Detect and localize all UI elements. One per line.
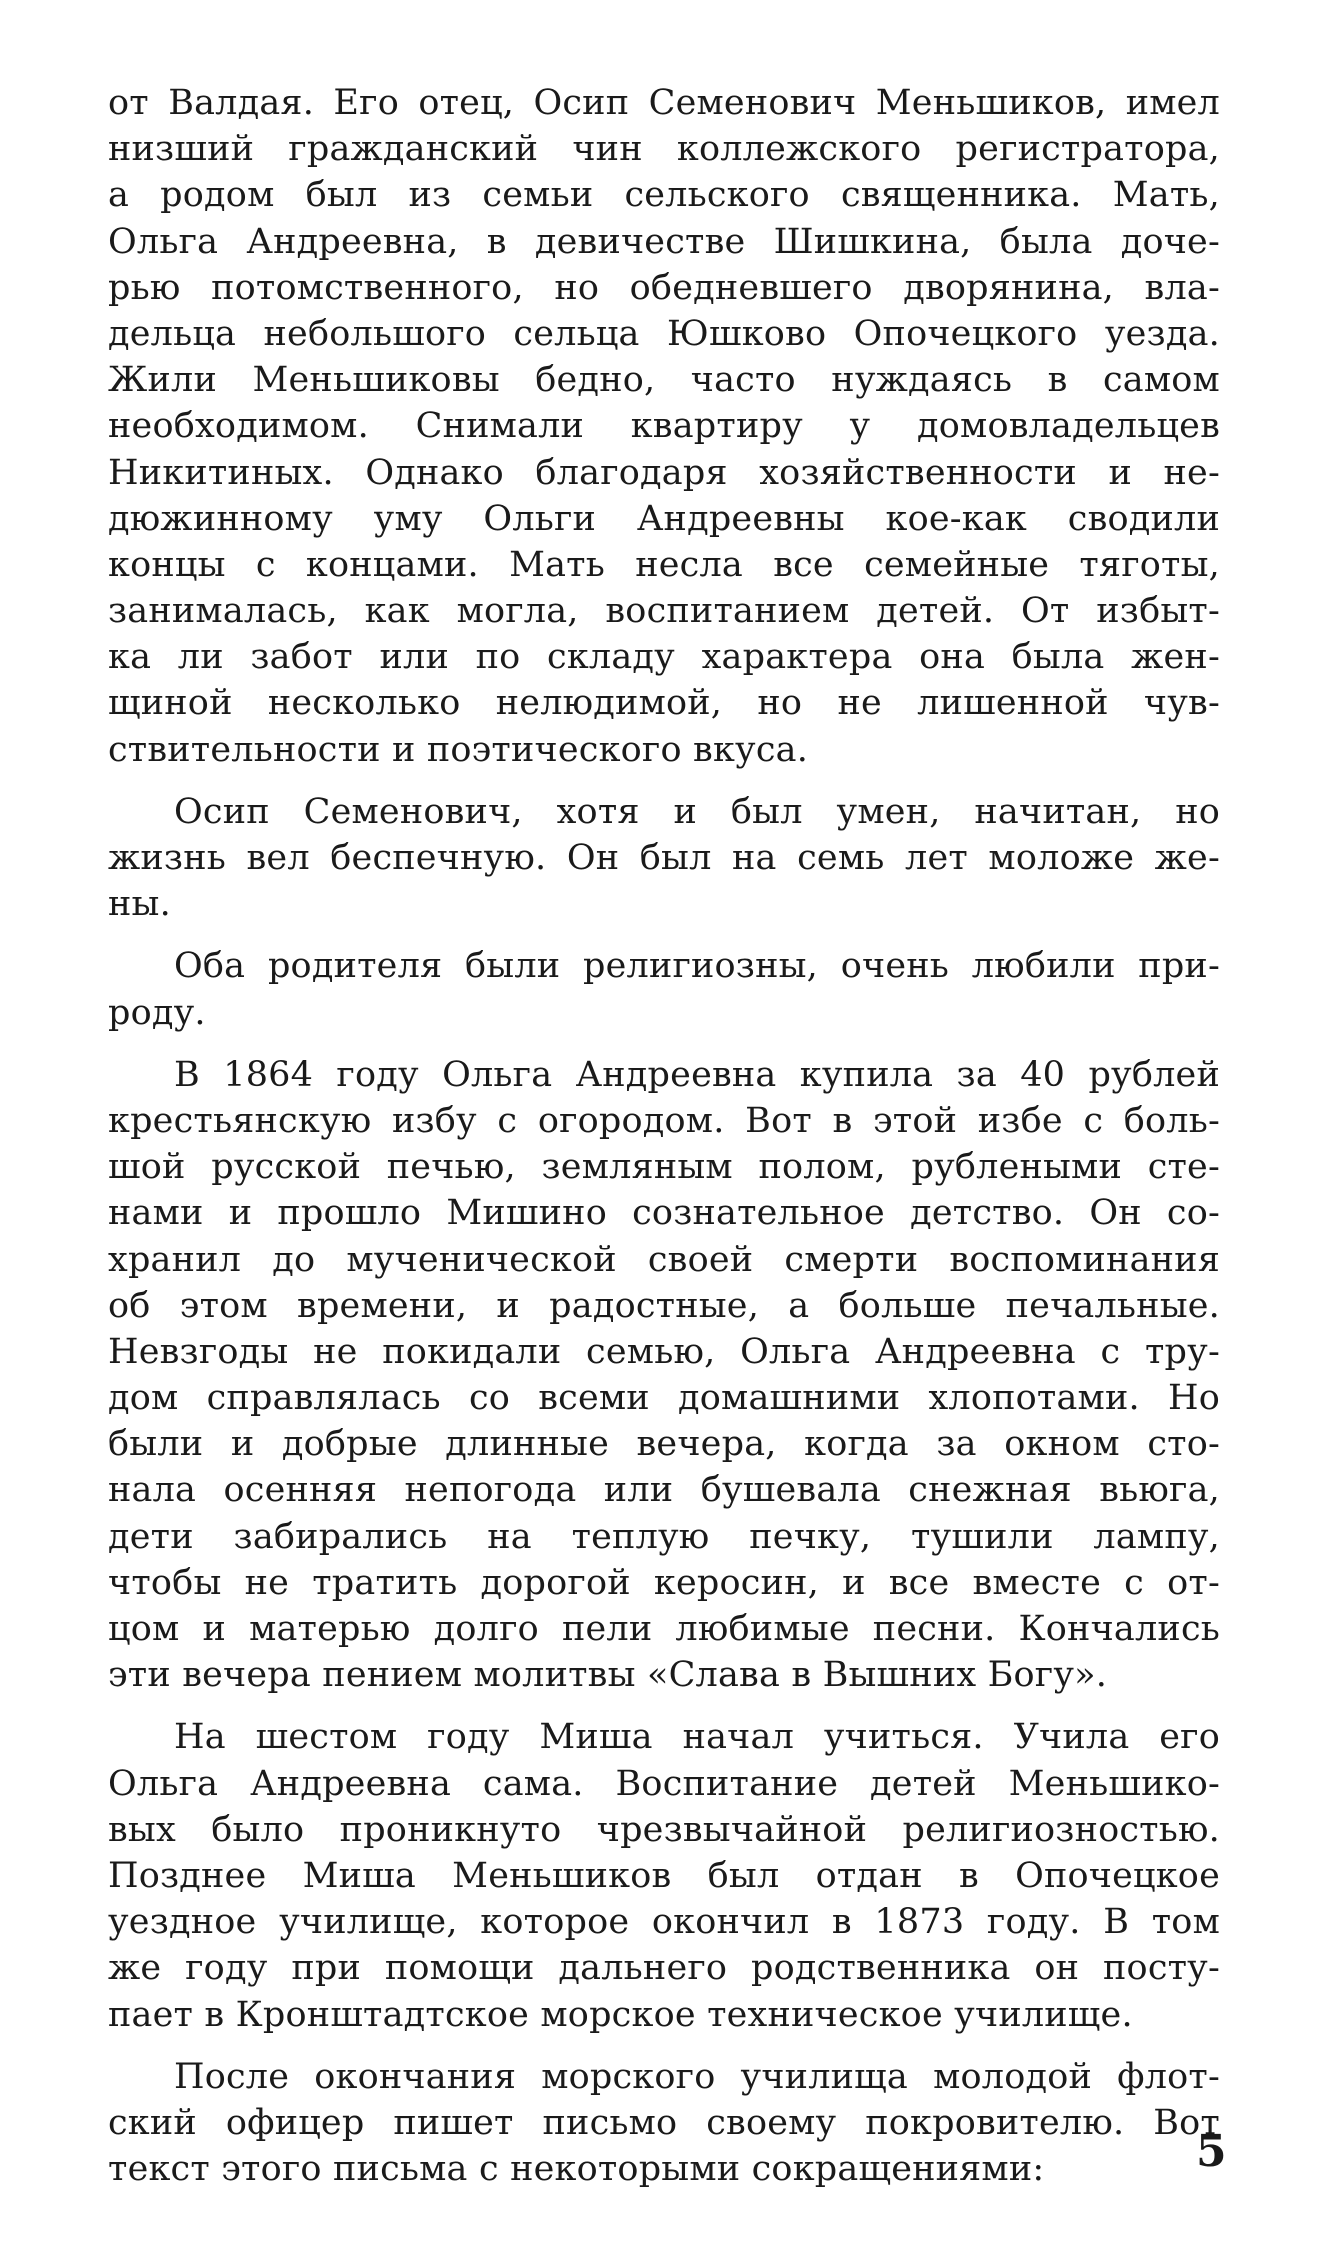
text-line: Никитиных. Однако благодаря хозяйственности и не- [108,452,1220,493]
text-line: дюжинному уму Ольги Андреевны кое-как сводили [108,498,1220,539]
text-line: текст этого письма с некоторыми сокращениями: [108,2149,1045,2190]
text-line: нами и прошло Мишино сознательное детство. Он со- [108,1193,1220,1234]
text-line: дети забирались на теплую печку, тушили лампу, [108,1516,1220,1557]
text-line: дельца небольшого сельца Юшково Опочецкого уезда. [108,313,1220,354]
text-line: Жили Меньшиковы бедно, часто нуждаясь в самом [108,360,1220,401]
text-line: необходимом. Снимали квартиру у домовладельцев [108,406,1220,447]
text-line: дом справлялась со всеми домашними хлопотами. Но [108,1378,1220,1419]
text-line: рью потомственного, но обедневшего дворянина, вла- [108,267,1220,308]
text-line: ский офицер пишет письмо своему покровителю. Вот [108,2102,1220,2143]
text-line: крестьянскую избу с огородом. Вот в этой избе с боль- [108,1100,1220,1141]
text-line: занималась, как могла, воспитанием детей. От избыт- [108,591,1220,632]
text-line: ны. [108,884,171,925]
paragraph-spacer [108,1036,1220,1052]
text-line: от Валдая. Его отец, Осип Семенович Меньшиков, имел [108,83,1220,123]
text-line: эти вечера пением молитвы «Слава в Вышних Богу». [108,1655,1108,1696]
paragraph-3 [108,943,1220,1035]
text-line: жизнь вел беспечную. Он был на семь лет моложе же- [108,838,1220,878]
text-line: а родом был из семьи сельского священника. Мать, [108,175,1220,216]
paragraph-spacer [108,1698,1220,1714]
text-line: Ольга Андреевна сама. Воспитание детей Меньшико- [108,1763,1220,1804]
text-line: хранил до мученической своей смерти воспоминания [108,1239,1220,1280]
text-line: Невзгоды не покидали семью, Ольга Андреевна с тру- [108,1331,1220,1372]
paragraph-2 [108,789,1220,928]
text-line: После окончания морского училища молодой флот- [174,2056,1220,2097]
paragraph-1 [108,80,1220,773]
paragraph-spacer [108,927,1220,943]
text-line: щиной несколько нелюдимой, но не лишенной чув- [108,683,1220,724]
text-line: чтобы не тратить дорогой керосин, и все вместе с от- [108,1562,1220,1603]
text-line: вых было проникнуто чрезвычайной религиозностью. [108,1809,1220,1850]
paragraph-spacer [108,773,1220,789]
text-line: ствительности и поэтического вкуса. [108,729,809,770]
text-line: Осип Семенович, хотя и был умен, начитан, но [174,791,1220,832]
text-line: же году при помощи дальнего родственника он посту- [108,1948,1220,1989]
text-line: В 1864 году Ольга Андреевна купила за 40 рублей [174,1054,1220,1095]
text-line: ка ли забот или по складу характера она была жен- [108,637,1220,678]
text-line: Позднее Миша Меньшиков был отдан в Опочецкое [108,1855,1220,1896]
text-line: Ольга Андреевна, в девичестве Шишкина, была доче- [108,221,1220,262]
paragraph-5 [108,1714,1220,2037]
text-line: пает в Кронштадтское морское техническое училище. [108,1994,1133,2035]
text-line: об этом времени, и радостные, а больше печальные. [108,1285,1220,1326]
text-line: Оба родителя были религиозны, очень любили при- [174,946,1220,987]
text-line: уездное училище, которое окончил в 1873 году. В том [108,1902,1220,1943]
text-line: На шестом году Миша начал учиться. Учила его [174,1717,1220,1758]
text-line: шой русской печью, земляным полом, рублеными сте- [108,1147,1220,1188]
paragraph-6 [108,2054,1220,2193]
text-line: роду. [108,992,206,1033]
text-line: низший гражданский чин коллежского регистратора, [108,129,1220,170]
paragraph-spacer [108,2038,1220,2054]
text-line: концы с концами. Мать несла все семейные тяготы, [108,544,1220,585]
text-line: были и добрые длинные вечера, когда за окном сто- [108,1424,1220,1465]
body-text [108,80,1220,2192]
text-line: цом и матерью долго пели любимые песни. Кончались [108,1609,1220,1649]
text-line: нала осенняя непогода или бушевала снежная вьюга, [108,1470,1220,1511]
paragraph-4 [108,1052,1220,1699]
page-number: 5 [1196,2126,1227,2177]
